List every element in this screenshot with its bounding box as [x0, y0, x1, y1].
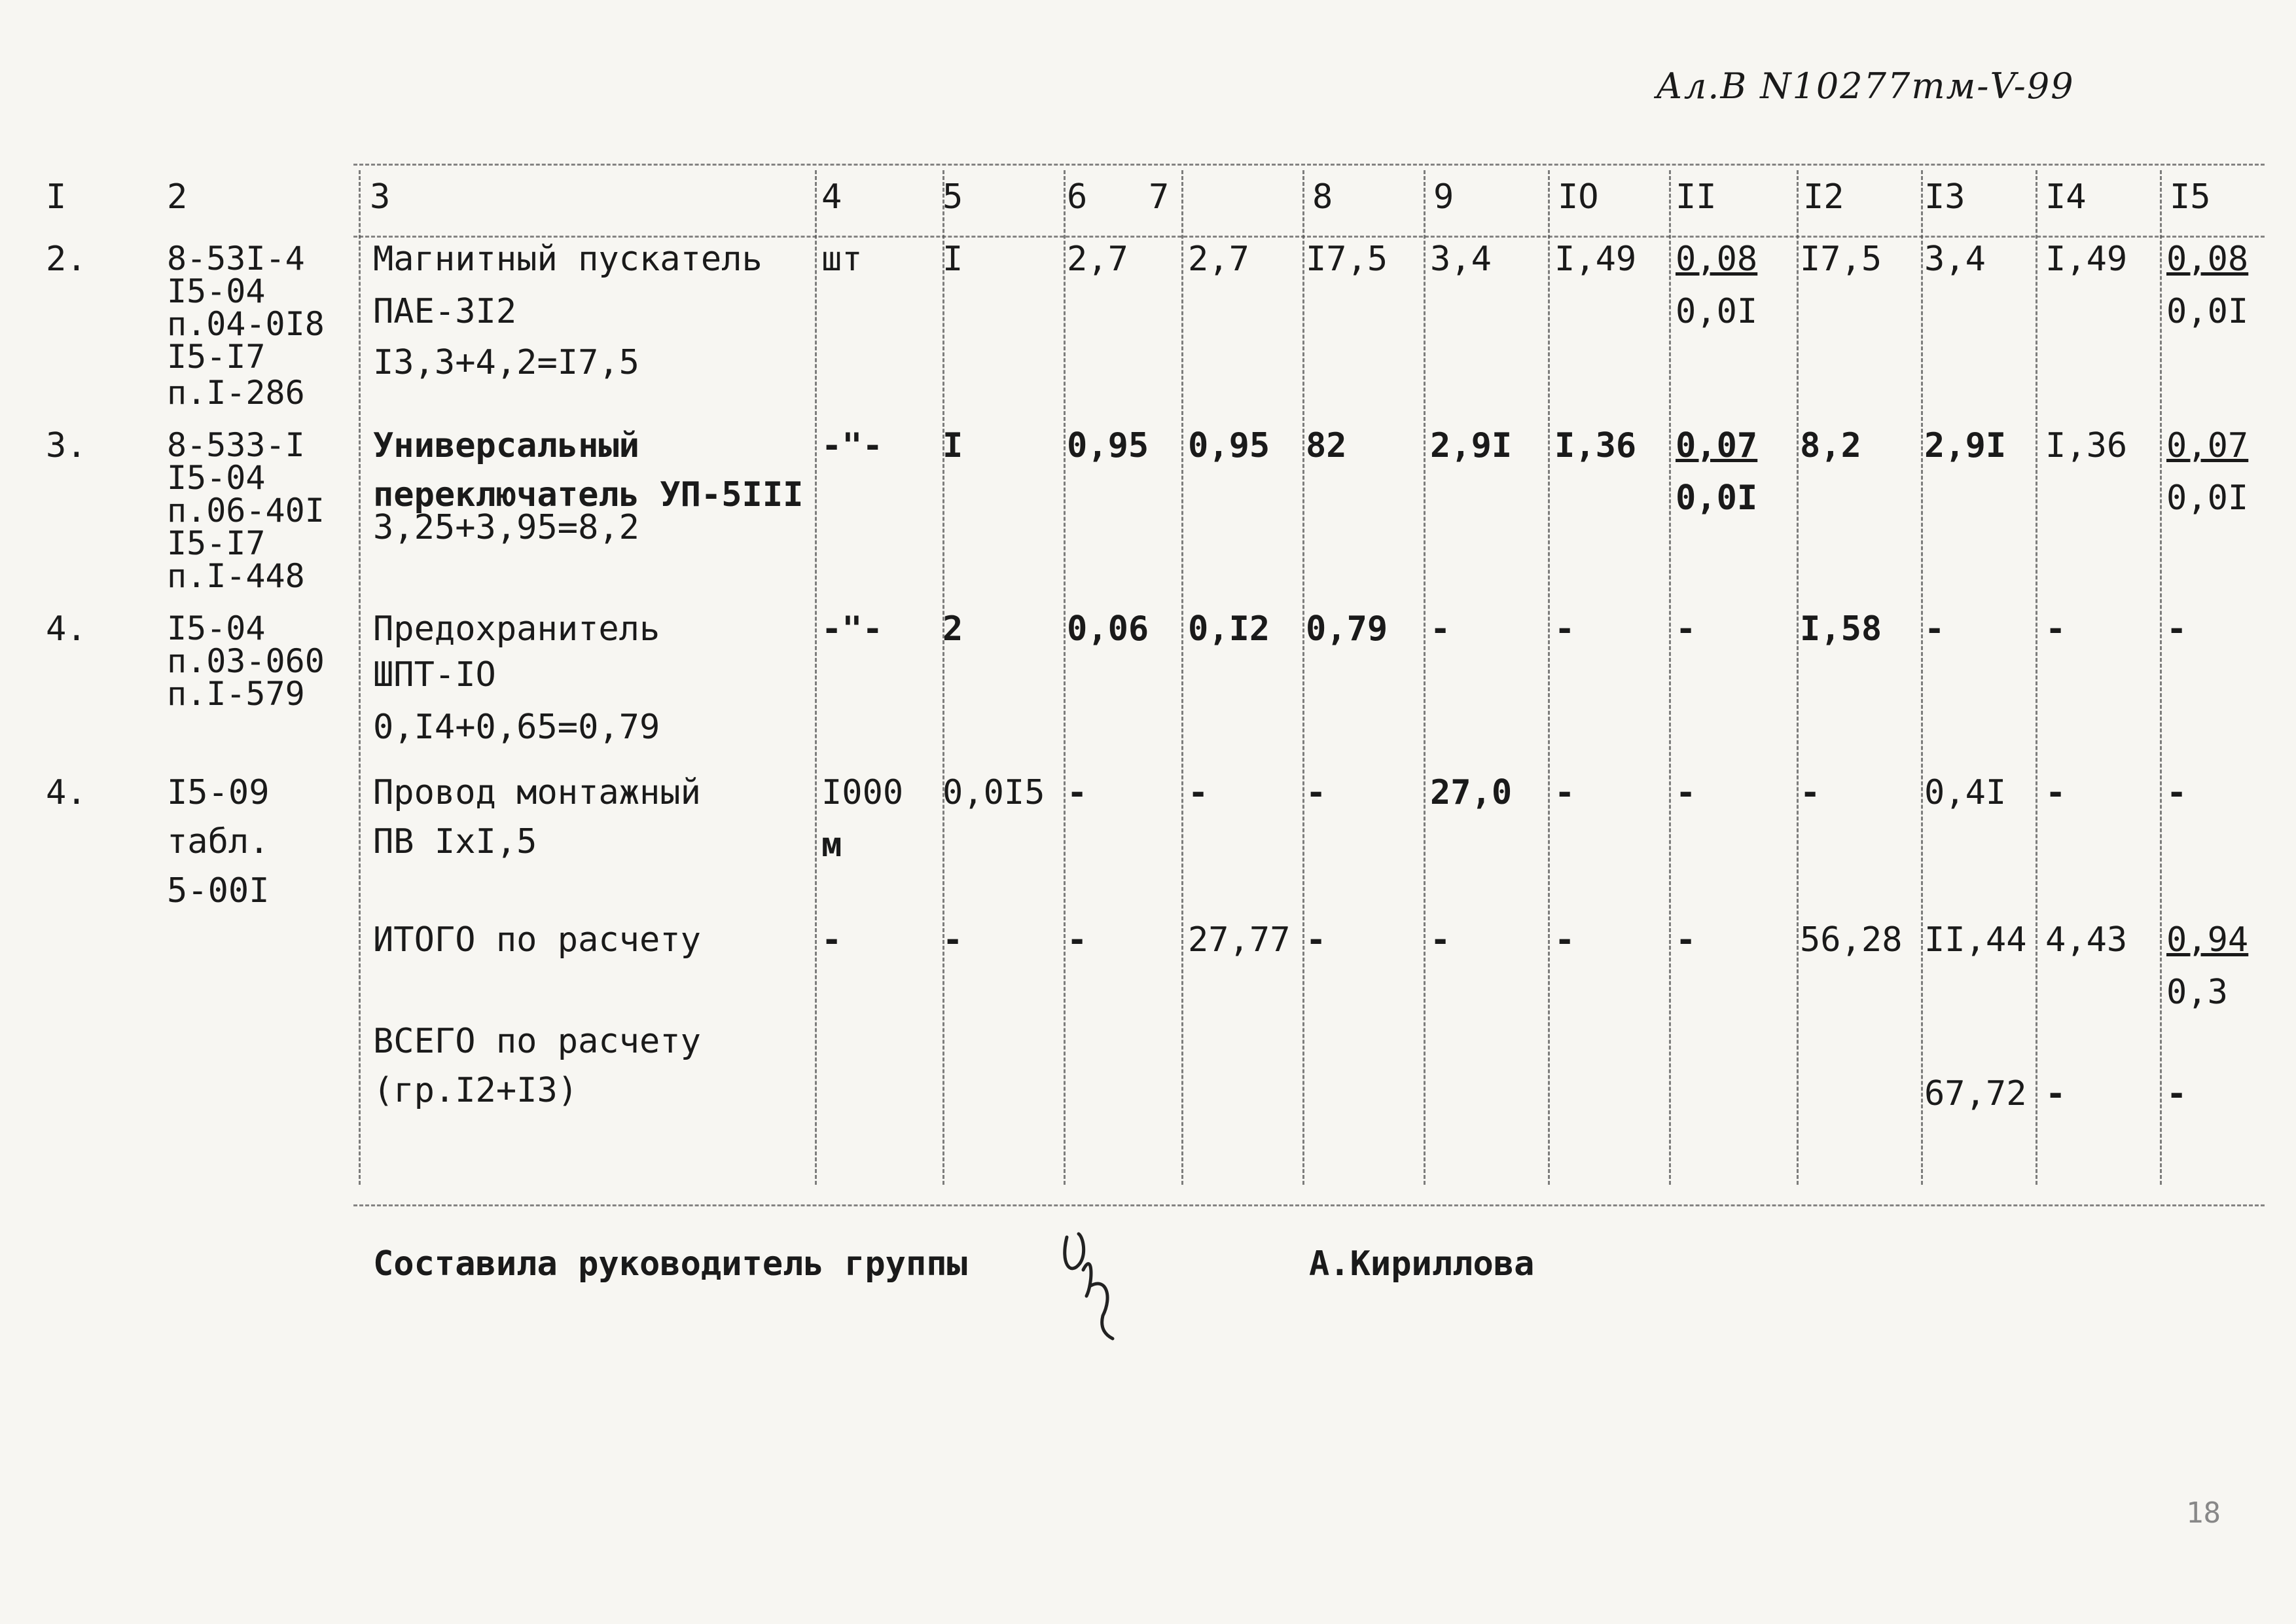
row2-code-4: I5-I7 [167, 524, 266, 562]
archive-note: Ал.В N10277тм-V-99 [1656, 65, 2075, 107]
total-c14: 4,43 [2045, 920, 2128, 960]
row1-c14: I,49 [2045, 240, 2128, 279]
col-rule-15 [2160, 170, 2162, 1185]
row4-c7: - [1188, 773, 1209, 812]
row3-c10: - [1554, 609, 1575, 649]
grand-total-c14: - [2045, 1074, 2066, 1113]
row2-c6: 0,95 [1067, 426, 1149, 465]
header-col-10: IO [1558, 177, 1599, 217]
total-c5: - [942, 920, 963, 960]
col-rule-5 [942, 170, 944, 1185]
row4-c12: - [1800, 773, 1821, 812]
row4-name-1: Провод монтажный [373, 773, 701, 812]
row2-code-5: п.I-448 [167, 557, 305, 595]
row3-name-1: Предохранитель [373, 609, 660, 649]
total-c15-bot: 0,3 [2166, 973, 2228, 1012]
row2-c14: I,36 [2045, 426, 2128, 465]
row3-c8: 0,79 [1306, 609, 1388, 649]
page-number: 18 [2186, 1496, 2221, 1530]
row4-c6: - [1067, 773, 1088, 812]
row3-code-2: п.03-060 [167, 642, 325, 680]
compiler-name: А.Кириллова [1309, 1244, 1535, 1284]
row2-c8: 82 [1306, 426, 1347, 465]
row1-c15-bot: 0,0I [2166, 292, 2249, 331]
signature [1054, 1224, 1132, 1342]
row4-c14: - [2045, 773, 2066, 812]
total-c10: - [1554, 920, 1575, 960]
grand-total-c13: 67,72 [1924, 1074, 2027, 1113]
row2-c7: 0,95 [1188, 426, 1270, 465]
row2-c15-bot: 0,0I [2166, 478, 2249, 518]
compiled-by: Составила руководитель группы [373, 1244, 967, 1284]
header-col-2: 2 [167, 177, 188, 217]
row1-c11-bot: 0,0I [1676, 292, 1758, 331]
row2-name-1: Универсальный [373, 426, 639, 465]
row2-c10: I,36 [1554, 426, 1637, 465]
grand-total-label-1: ВСЕГО по расчету [373, 1022, 701, 1061]
row4-code-2: табл. [167, 822, 270, 861]
row3-c4: -"- [821, 609, 883, 649]
row2-c12: 8,2 [1800, 426, 1861, 465]
header-col-15: I5 [2170, 177, 2211, 217]
row2-code-1: 8-533-I [167, 426, 305, 464]
row1-c6: 2,7 [1067, 240, 1128, 279]
row4-c15: - [2166, 773, 2187, 812]
row1-c11-top: 0,08 [1676, 240, 1758, 279]
header-col-13: I3 [1924, 177, 1965, 217]
row1-code-1: 8-53I-4 [167, 240, 305, 278]
row3-c11: - [1676, 609, 1696, 649]
col-rule-3 [359, 170, 361, 1185]
row4-c5: 0,0I5 [942, 773, 1045, 812]
col-rule-11 [1669, 170, 1671, 1185]
total-c13: II,44 [1924, 920, 2027, 960]
total-c8: - [1306, 920, 1327, 960]
row3-c14: - [2045, 609, 2066, 649]
header-col-14: I4 [2045, 177, 2087, 217]
grand-total-label-2: (гр.I2+I3) [373, 1071, 579, 1110]
row1-c13: 3,4 [1924, 240, 1986, 279]
row2-c11-top: 0,07 [1676, 426, 1758, 465]
row4-c4: I000 [821, 773, 904, 812]
col-rule-4 [815, 170, 817, 1185]
grand-total-c15: - [2166, 1074, 2187, 1113]
row1-c15-top: 0,08 [2166, 240, 2249, 279]
row1-c4: шт [821, 240, 863, 279]
header-col-5: 5 [942, 177, 963, 217]
row4-num: 4. [46, 773, 87, 812]
total-c12: 56,28 [1800, 920, 1903, 960]
row4-name-2: ПВ IxI,5 [373, 822, 537, 861]
row3-code-3: п.I-579 [167, 675, 305, 713]
row1-c9: 3,4 [1430, 240, 1492, 279]
row3-c5: 2 [942, 609, 963, 649]
row4-c9: 27,0 [1430, 773, 1513, 812]
row3-code-1: I5-04 [167, 609, 266, 647]
row2-name-2: переключатель УП-5III [373, 475, 804, 514]
row1-name-2: ПАЕ-3I2 [373, 292, 517, 331]
row2-num: 3. [46, 426, 87, 465]
row3-c7: 0,I2 [1188, 609, 1270, 649]
row2-c5: I [942, 426, 963, 465]
total-c7: 27,77 [1188, 920, 1291, 960]
header-bottom-rule [353, 236, 2265, 238]
col-rule-8 [1302, 170, 1304, 1185]
row2-name-3: 3,25+3,95=8,2 [373, 508, 639, 547]
row1-code-3: п.04-0I8 [167, 305, 325, 343]
row3-c13: - [1924, 609, 1945, 649]
row1-c7: 2,7 [1188, 240, 1249, 279]
header-col-8: 8 [1312, 177, 1333, 217]
table-bottom-rule [353, 1204, 2265, 1206]
row4-c4-unit: м [821, 825, 842, 865]
col-rule-9 [1424, 170, 1426, 1185]
row2-code-2: I5-04 [167, 459, 266, 497]
row3-c12: I,58 [1800, 609, 1882, 649]
row1-c8: I7,5 [1306, 240, 1388, 279]
row1-c12: I7,5 [1800, 240, 1882, 279]
col-rule-14 [2036, 170, 2037, 1185]
col-rule-6 [1064, 170, 1066, 1185]
row3-name-3: 0,I4+0,65=0,79 [373, 708, 660, 747]
row1-c10: I,49 [1554, 240, 1637, 279]
row2-code-3: п.06-40I [167, 492, 325, 530]
header-col-12: I2 [1803, 177, 1844, 217]
row4-code-1: I5-09 [167, 773, 270, 812]
total-c11: - [1676, 920, 1696, 960]
total-label: ИТОГО по расчету [373, 920, 701, 960]
row4-c10: - [1554, 773, 1575, 812]
row2-c9: 2,9I [1430, 426, 1513, 465]
row4-c8: - [1306, 773, 1327, 812]
row1-name-3: I3,3+4,2=I7,5 [373, 343, 639, 382]
header-col-7: 7 [1149, 177, 1170, 217]
table-top-rule [353, 164, 2265, 166]
header-col-1: I [46, 177, 67, 217]
row2-c11-bot: 0,0I [1676, 478, 1758, 518]
row1-num: 2. [46, 240, 87, 279]
header-col-9: 9 [1433, 177, 1454, 217]
total-c6: - [1067, 920, 1088, 960]
header-col-4: 4 [821, 177, 842, 217]
total-c15-top: 0,94 [2166, 920, 2249, 960]
row2-c4: -"- [821, 426, 883, 465]
col-rule-12 [1797, 170, 1799, 1185]
row1-code-5: п.I-286 [167, 374, 305, 412]
col-rule-10 [1548, 170, 1550, 1185]
row4-c11: - [1676, 773, 1696, 812]
col-rule-13 [1921, 170, 1923, 1185]
row1-c5: I [942, 240, 963, 279]
row1-code-4: I5-I7 [167, 338, 266, 376]
row1-name-1: Магнитный пускатель [373, 240, 762, 279]
header-col-11: II [1676, 177, 1717, 217]
col-rule-7 [1181, 170, 1183, 1185]
row4-code-3: 5-00I [167, 871, 270, 911]
row2-c13: 2,9I [1924, 426, 2007, 465]
header-col-6: 6 [1067, 177, 1088, 217]
row2-c15-top: 0,07 [2166, 426, 2249, 465]
total-c9: - [1430, 920, 1451, 960]
total-c4: - [821, 920, 842, 960]
row3-name-2: ШПТ-IO [373, 655, 496, 695]
row3-c15: - [2166, 609, 2187, 649]
row1-code-2: I5-04 [167, 272, 266, 310]
row3-c6: 0,06 [1067, 609, 1149, 649]
row4-c13: 0,4I [1924, 773, 2007, 812]
row3-num: 4. [46, 609, 87, 649]
header-col-3: 3 [370, 177, 391, 217]
row3-c9: - [1430, 609, 1451, 649]
